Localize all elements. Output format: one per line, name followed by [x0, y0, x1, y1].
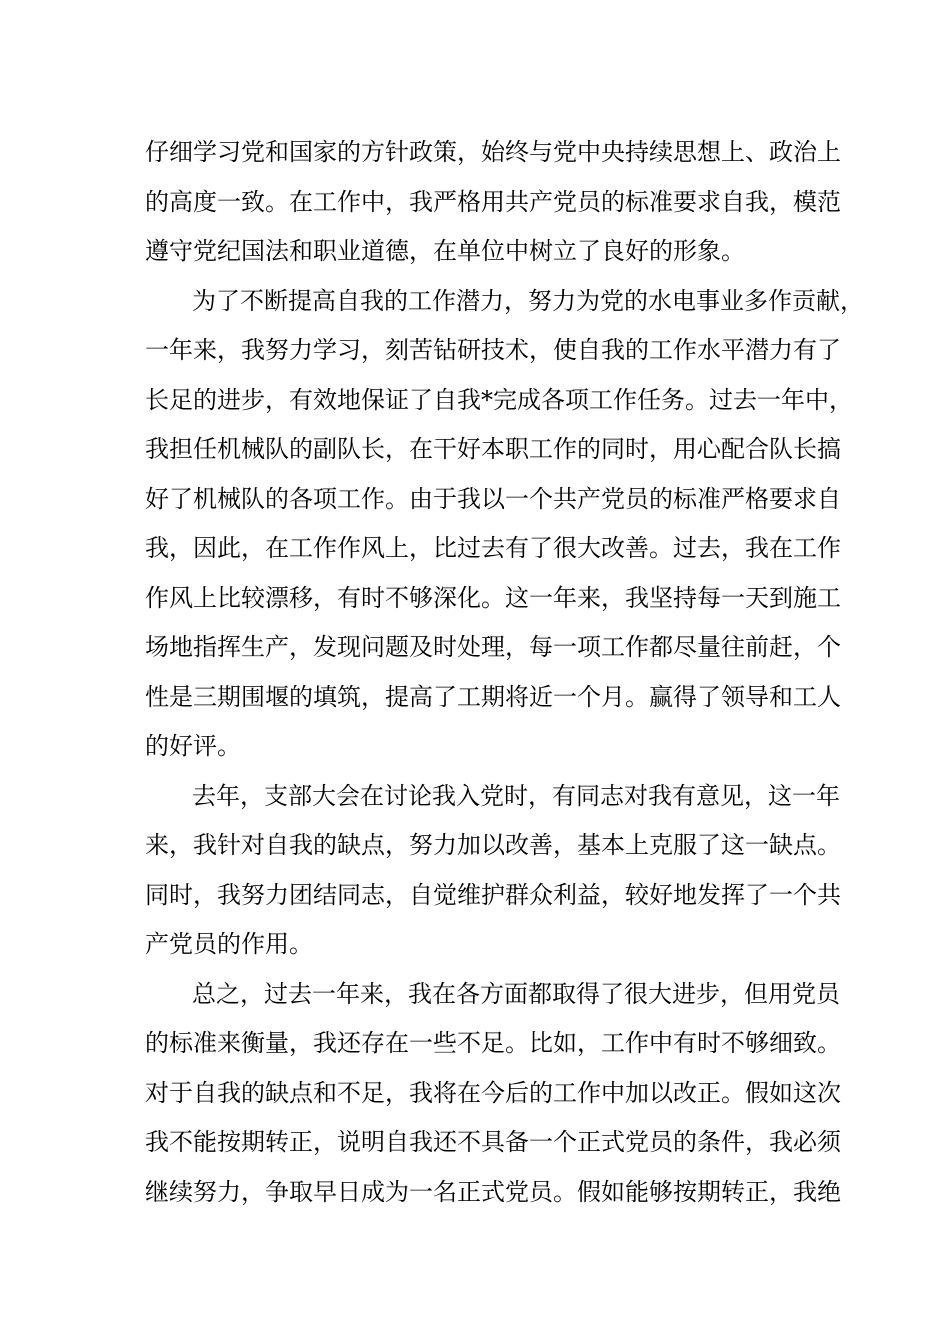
paragraph-first-line: 总之，过去一年来，我在各方面都取得了很大进步，但用党员	[192, 979, 840, 1008]
text-line: 我，因此，在工作作风上，比过去有了很大改善。过去，我在工作	[145, 534, 841, 562]
text-line: 仔细学习党和国家的方针政策，始终与党中央持续思想上、政治上	[145, 138, 841, 166]
text-line: 好了机械队的各项工作。由于我以一个共产党员的标准严格要求自	[145, 484, 841, 513]
text-line: 场地指挥生产，发现问题及时处理，每一项工作都尽量往前赶，个	[145, 633, 841, 661]
text-line: 同时，我努力团结同志，自觉维护群众利益，较好地发挥了一个共	[145, 880, 841, 909]
text-line: 我担任机械队的副队长，在干好本职工作的同时，用心配合队长搞	[145, 435, 841, 463]
text-line: 我不能按期转正，说明自我还不具备一个正式党员的条件，我必须	[145, 1128, 841, 1156]
text-line: 对于自我的缺点和不足，我将在今后的工作中加以改正。假如这次	[145, 1078, 841, 1107]
text-line: 的高度一致。在工作中，我严格用共产党员的标准要求自我，模范	[145, 187, 841, 216]
text-line: 的好评。	[145, 732, 241, 760]
text-line: 的标准来衡量，我还存在一些不足。比如，工作中有时不够细致。	[145, 1029, 841, 1057]
text-line: 性是三期围堰的填筑，提高了工期将近一个月。赢得了领导和工人	[145, 682, 841, 711]
text-line: 作风上比较漂移，有时不够深化。这一年来，我坚持每一天到施工	[145, 583, 841, 612]
text-line: 产党员的作用。	[145, 930, 313, 958]
paragraph-first-line: 去年，支部大会在讨论我入党时，有同志对我有意见，这一年	[192, 781, 840, 810]
text-line: 来，我针对自我的缺点，努力加以改善，基本上克服了这一缺点。	[145, 831, 841, 859]
text-line: 遵守党纪国法和职业道德，在单位中树立了良好的形象。	[145, 237, 745, 265]
text-line: 一年来，我努力学习，刻苦钻研技术，使自我的工作水平潜力有了	[145, 336, 841, 364]
text-line: 继续努力，争取早日成为一名正式党员。假如能够按期转正，我绝	[145, 1177, 841, 1206]
paragraph-first-line: 为了不断提高自我的工作潜力，努力为党的水电事业多作贡献，	[192, 286, 864, 315]
text-line: 长足的进步，有效地保证了自我*完成各项工作任务。过去一年中，	[145, 385, 853, 414]
document-body	[145, 128, 864, 1217]
